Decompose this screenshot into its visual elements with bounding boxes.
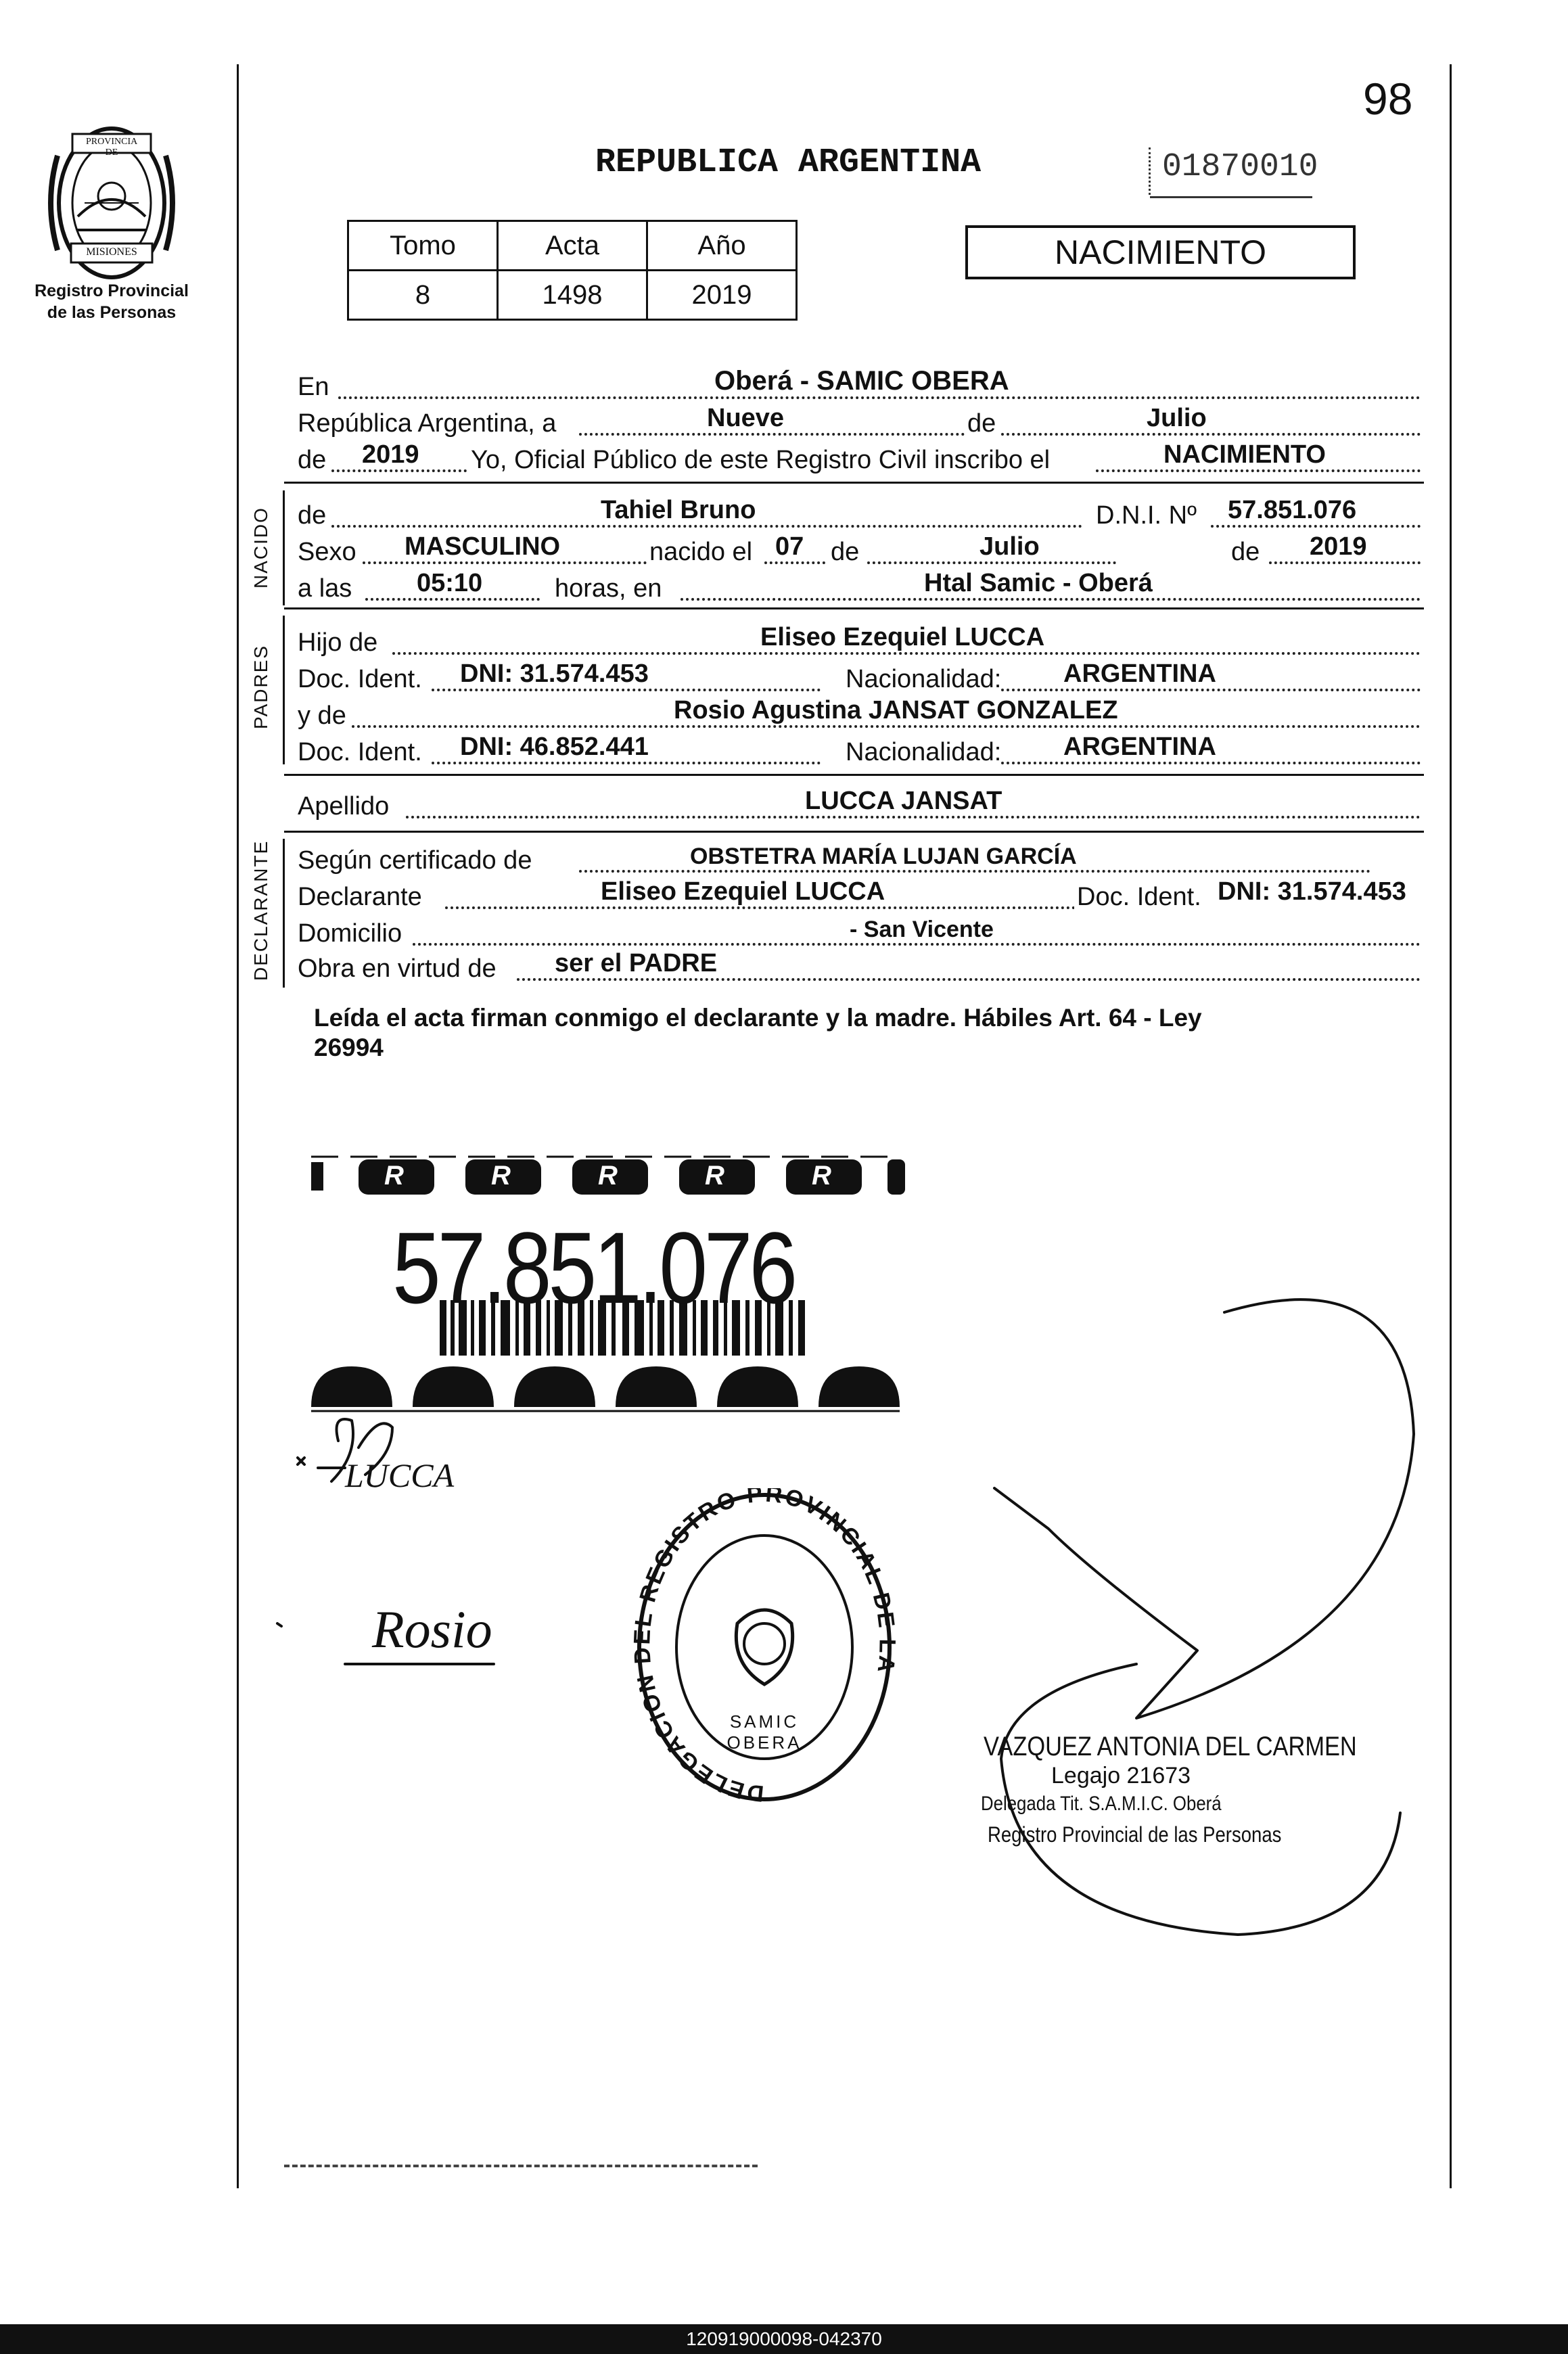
official-registry: Registro Provincial de las Personas — [988, 1822, 1282, 1847]
mother-signature — [271, 1576, 514, 1678]
horas-label: horas, en — [555, 574, 662, 603]
row-father-doc — [298, 657, 1421, 698]
y-de-label: y de — [298, 701, 346, 730]
sexo-value: MASCULINO — [405, 532, 561, 561]
doc-label: Doc. Ident. — [298, 738, 422, 766]
section-label-declarante: DECLARANTE — [250, 839, 271, 981]
dots — [1001, 762, 1421, 764]
closing-line-2: 26994 — [314, 1034, 384, 1061]
divider — [284, 482, 1424, 484]
de-label: de — [967, 409, 996, 438]
dots — [406, 816, 1421, 818]
official-name: VAZQUEZ ANTONIA DEL CARMEN — [984, 1732, 1357, 1761]
divider — [284, 774, 1424, 776]
sexo-label: Sexo — [298, 538, 356, 566]
row-domicilio — [298, 912, 1421, 952]
official-signature — [967, 1285, 1434, 1948]
official-legajo: Legajo 21673 — [1051, 1763, 1191, 1788]
mother-name: Rosio Agustina JANSAT GONZALEZ — [674, 696, 1118, 724]
row-mother-doc — [298, 731, 1421, 771]
tomo-header: Tomo — [348, 221, 498, 271]
mother-signature-text: Rosio — [372, 1600, 492, 1659]
row-hora — [298, 567, 1421, 607]
dots — [1269, 561, 1421, 564]
row-y-de — [298, 694, 1421, 735]
declarante-bracket — [283, 839, 285, 988]
left-margin-line — [237, 64, 239, 2188]
year-value: 2019 — [362, 440, 419, 469]
birth-year: 2019 — [1310, 532, 1367, 561]
dots — [681, 598, 1421, 601]
footer-code: 120919000098-042370 — [686, 2328, 882, 2349]
declarante-value: Eliseo Ezequiel LUCCA — [601, 877, 885, 906]
apellido-value: LUCCA JANSAT — [805, 787, 1002, 815]
tomo-value: 8 — [348, 271, 498, 320]
stamp-seal-icon — [629, 1488, 900, 1813]
mother-doc: DNI: 46.852.441 — [460, 733, 649, 761]
anio-header: Año — [647, 221, 797, 271]
domicilio-value: - San Vicente — [850, 917, 994, 942]
sticker-mark: R — [598, 1161, 618, 1191]
registry-name: Registro Provincial — [34, 281, 189, 300]
declarante-label: Declarante — [298, 883, 422, 911]
divider — [284, 831, 1424, 833]
republica-label: República Argentina, a — [298, 409, 557, 438]
obra-label: Obra en virtud de — [298, 954, 497, 983]
country-title: REPUBLICA ARGENTINA — [595, 143, 982, 182]
dots — [432, 762, 821, 764]
father-signature-text: LUCCA — [345, 1456, 455, 1494]
section-label-padres: PADRES — [250, 644, 271, 729]
padres-bracket — [283, 616, 285, 764]
dots — [365, 598, 540, 601]
stamp-inner-text: SAMIC OBERA — [727, 1711, 802, 1753]
seal-top-text: PROVINCIA DE — [86, 137, 138, 158]
tomo-acta-table — [347, 220, 798, 321]
segun-label: Según certificado de — [298, 846, 532, 875]
row-oficial — [298, 438, 1421, 479]
sticker-mark: R — [384, 1161, 404, 1191]
seal-bottom-text: MISIONES — [86, 246, 137, 258]
dots — [331, 469, 467, 472]
sticker-mark: R — [812, 1161, 831, 1191]
sticker-mark: R — [491, 1161, 511, 1191]
dots — [331, 525, 1082, 528]
sticker-mark: R — [705, 1161, 724, 1191]
serial-stamp — [1143, 141, 1326, 202]
dots — [1096, 469, 1421, 472]
child-name: Tahiel Bruno — [601, 496, 756, 524]
father-signature — [291, 1400, 494, 1502]
father-nationality: ARGENTINA — [1063, 660, 1216, 688]
domicilio-label: Domicilio — [298, 919, 402, 948]
nacido-bracket — [283, 490, 285, 605]
dni-label: D.N.I. Nº — [1096, 501, 1197, 530]
row-declarante — [298, 875, 1421, 916]
official-stamp — [629, 1488, 900, 1813]
record-type-box — [965, 225, 1356, 279]
signature-scribble — [967, 1285, 1434, 1948]
nacido-el-label: nacido el — [649, 538, 753, 566]
dots — [1211, 525, 1421, 528]
section-label-nacido: NACIDO — [250, 507, 271, 588]
dots — [1001, 689, 1421, 691]
divider — [284, 607, 1424, 609]
row-sexo — [298, 530, 1421, 571]
row-hijo-de — [298, 621, 1421, 662]
serial-box-bottom — [1150, 196, 1312, 198]
father-doc: DNI: 31.574.453 — [460, 660, 649, 688]
serial-number: 01870010 — [1162, 149, 1318, 185]
dots — [579, 870, 1370, 873]
page-number: 98 — [1363, 74, 1413, 124]
obra-value: ser el PADRE — [555, 949, 718, 977]
dots — [1001, 433, 1421, 436]
dots — [352, 725, 1421, 728]
stamp-ring-text: DELEGACION DEL REGISTRO PROVINCIAL DE LA — [629, 1488, 900, 1807]
row-segun — [298, 839, 1421, 879]
acta-header: Acta — [498, 221, 647, 271]
official-title: Delegada Tit. S.A.M.I.C. Oberá — [981, 1793, 1222, 1815]
doc-label: Doc. Ident. — [298, 665, 422, 693]
birth-month: Julio — [979, 532, 1040, 561]
oficial-text: Yo, Oficial Público de este Registro Civil inscribo el — [471, 446, 1051, 474]
row-republica — [298, 402, 1421, 442]
apellido-label: Apellido — [298, 792, 390, 821]
closing-line-1: Leída el acta firman conmigo el declarante y la madre. Hábiles Art. 64 - Ley — [314, 1004, 1202, 1032]
dots — [363, 561, 647, 564]
birth-time: 05:10 — [417, 569, 483, 597]
hijo-label: Hijo de — [298, 628, 378, 657]
id-sticker — [304, 1150, 906, 1421]
row-en — [298, 365, 1421, 406]
registry-seal-logo — [37, 115, 186, 291]
a-las-label: a las — [298, 574, 352, 603]
record-type: NACIMIENTO — [1055, 233, 1266, 271]
serial-box-left — [1149, 147, 1152, 195]
dots — [413, 943, 1421, 946]
de-label: de — [831, 538, 860, 566]
row-nacido-name — [298, 494, 1421, 534]
de-label: de — [298, 446, 327, 474]
birth-day: 07 — [775, 532, 804, 561]
month-value: Julio — [1147, 404, 1207, 432]
sticker-number: 57.851.076 — [392, 1211, 795, 1324]
dots — [432, 689, 821, 691]
acta-value: 1498 — [498, 271, 647, 320]
en-label: En — [298, 373, 329, 401]
footer-strip — [0, 2324, 1568, 2354]
certificate-value: OBSTETRA MARÍA LUJAN GARCÍA — [690, 844, 1077, 869]
day-value: Nueve — [707, 404, 785, 432]
act-value: NACIMIENTO — [1163, 440, 1326, 469]
nacionalidad-label: Nacionalidad: — [846, 665, 1002, 693]
dots — [579, 433, 965, 436]
bottom-faint-line — [284, 2165, 758, 2167]
row-obra — [298, 947, 1421, 988]
mother-nationality: ARGENTINA — [1063, 733, 1216, 761]
dots — [338, 396, 1421, 399]
dots — [517, 978, 1421, 981]
place-value: Oberá - SAMIC OBERA — [714, 366, 1009, 396]
declarante-doc: DNI: 31.574.453 — [1218, 877, 1406, 906]
nacionalidad-label: Nacionalidad: — [846, 738, 1002, 766]
father-name: Eliseo Ezequiel LUCCA — [760, 623, 1045, 651]
dots — [867, 561, 1116, 564]
de-label: de — [1231, 538, 1260, 566]
doc-label: Doc. Ident. — [1074, 883, 1204, 912]
registry-subname: de las Personas — [47, 303, 177, 322]
de-label: de — [298, 501, 327, 530]
right-margin-line — [1450, 64, 1452, 2188]
anio-value: 2019 — [647, 271, 797, 320]
birth-place: Htal Samic - Oberá — [924, 569, 1153, 597]
row-apellido — [298, 785, 1421, 825]
dots — [392, 652, 1421, 655]
child-dni: 57.851.076 — [1228, 496, 1357, 524]
dots — [764, 561, 825, 564]
